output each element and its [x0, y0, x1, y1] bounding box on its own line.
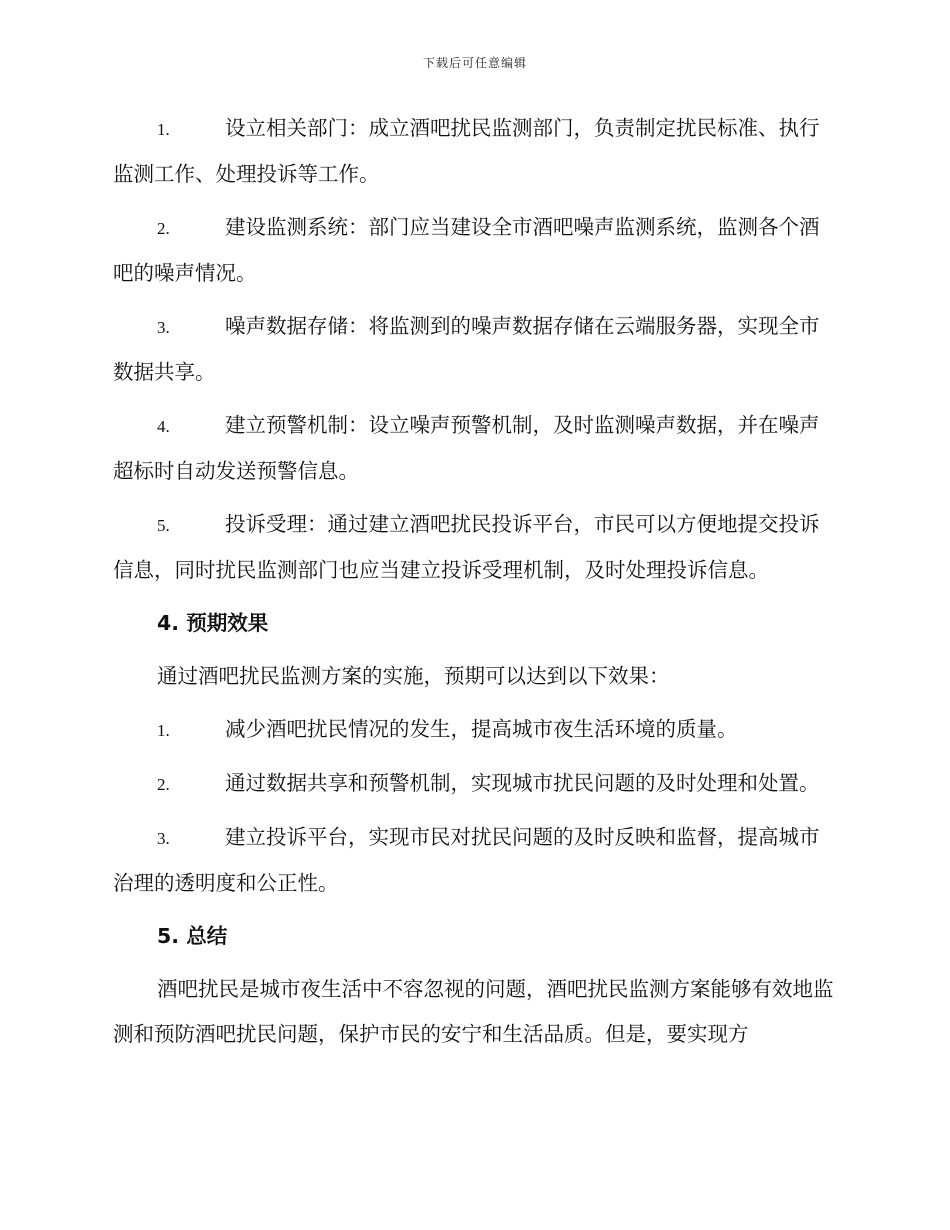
list-item-number: 4. — [157, 417, 170, 436]
list-item — [113, 761, 835, 807]
list-item-number: 5. — [157, 516, 170, 535]
list-item — [113, 707, 835, 753]
list-item — [113, 205, 835, 296]
list-item-text: 建立投诉平台，实现市民对扰民问题的及时反映和监督，提高城市治理的透明度和公正性。 — [113, 825, 820, 895]
list-item-number: 3. — [157, 318, 170, 337]
list-item — [113, 502, 835, 593]
list-item-text: 建立预警机制：设立噪声预警机制，及时监测噪声数据，并在噪声超标时自动发送预警信息。 — [113, 413, 820, 483]
list-item-text: 通过数据共享和预警机制，实现城市扰民问题的及时处理和处置。 — [225, 771, 820, 795]
document-body — [113, 106, 835, 1065]
list-item — [113, 304, 835, 395]
list-item — [113, 106, 835, 197]
list-item — [113, 403, 835, 494]
list-item-number: 2. — [157, 219, 170, 238]
list-item — [113, 815, 835, 906]
section-intro-paragraph: 通过酒吧扰民监测方案的实施，预期可以达到以下效果： — [157, 664, 670, 688]
section-heading-summary: 5. 总结 — [157, 924, 228, 948]
section-heading-expected-effects: 4. 预期效果 — [157, 611, 269, 635]
list-item-number: 1. — [157, 120, 170, 139]
list-item-number: 1. — [157, 721, 170, 740]
list-item-number: 3. — [157, 829, 170, 848]
list-item-text: 投诉受理：通过建立酒吧扰民投诉平台，市民可以方便地提交投诉信息，同时扰民监测部门也应当建立投诉受理机制，及时处理投诉信息。 — [113, 512, 820, 582]
summary-paragraph: 酒吧扰民是城市夜生活中不容忽视的问题，酒吧扰民监测方案能够有效地监测和预防酒吧扰民问题，保护市民的安宁和生活品质。但是，要实现方 — [113, 977, 834, 1046]
list-item-text: 建设监测系统：部门应当建设全市酒吧噪声监测系统，监测各个酒吧的噪声情况。 — [113, 215, 820, 285]
list-item-text: 设立相关部门：成立酒吧扰民监测部门，负责制定扰民标准、执行监测工作、处理投诉等工作。 — [113, 116, 820, 186]
list-item-text: 噪声数据存储：将监测到的噪声数据存储在云端服务器，实现全市数据共享。 — [113, 314, 820, 384]
list-item-text: 减少酒吧扰民情况的发生，提高城市夜生活环境的质量。 — [225, 717, 738, 741]
list-item-number: 2. — [157, 775, 170, 794]
page-header: 下载后可任意编辑 — [422, 56, 527, 70]
